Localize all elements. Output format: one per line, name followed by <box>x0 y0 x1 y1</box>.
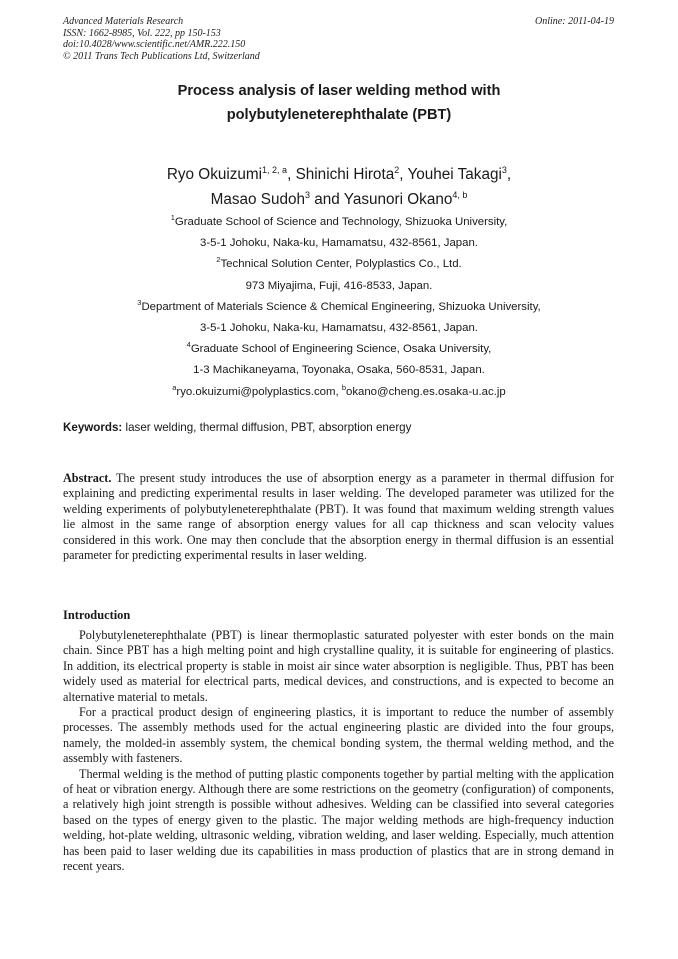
author-separator: , <box>287 166 296 183</box>
email-sup-b: b <box>341 382 346 392</box>
author-affil-sup: 2 <box>394 165 400 175</box>
affiliation-text: Technical Solution Center, Polyplastics Co., Ltd. <box>220 258 462 271</box>
affiliation-line <box>63 360 615 381</box>
journal-issn: ISSN: 1662-8985, Vol. 222, pp 150-153 <box>63 27 221 39</box>
author-name: Ryo Okuizumi <box>166 166 263 183</box>
author-name: Yasunori Okano <box>343 190 453 208</box>
online-date-text: Online: 2011-04-19 <box>535 16 614 27</box>
abstract-text: The present study introduces the use of absorption energy as a parameter in thermal diffusion for explaining and predicting experimental results in laser welding. The developed parameter was utilized for the welding experiments of polybutyleneterephthalate (PBT). It was found that maximum welding strength values lie almost in the same range of absorption energy values for all cap thickness and scan velocity values considered in this work. One may then conclude that the absorption energy in thermal diffusion is an essential parameter for predicting experimental results in laser welding. <box>63 471 614 563</box>
author-separator: , <box>506 166 512 183</box>
title-line-1: Process analysis of laser welding method with <box>177 83 501 99</box>
affiliation-text: Graduate School of Engineering Science, Osaka University, <box>190 343 492 356</box>
affiliation-sup: 1 <box>170 213 175 222</box>
title-line-2: polybutyleneterephthalate (PBT) <box>226 106 452 123</box>
affiliation-line <box>63 233 615 254</box>
affiliation-sup: 2 <box>216 255 221 265</box>
keywords-text: laser welding, thermal diffusion, PBT, absorption energy <box>122 421 412 434</box>
online-date <box>535 16 614 28</box>
affiliation-line <box>63 254 615 275</box>
intro-paragraph: Polybutyleneterephthalate (PBT) is linear thermoplastic saturated polyester with ester bonds on the main chain. Since PBT has a high melting point and high crystalline quality, it is suitable for engineering of plastics. In addition, its electrical property is stable in moist air since water absorption is negligible. Thus, PBT has been widely used as material for electrical parts, medical devices, and constructions, and is expected to become an alternative material to metals. <box>63 628 614 704</box>
email-b[interactable]: okano@cheng.es.osaka-u.ac.jp <box>345 385 506 398</box>
email-line <box>63 382 615 403</box>
author-affil-sup: 4, b <box>452 189 468 200</box>
author-affil-sup: 3 <box>501 165 507 175</box>
email-a[interactable]: ryo.okuizumi@polyplastics.com, <box>176 385 342 398</box>
affiliation-list <box>63 212 615 403</box>
journal-copyright: © 2011 Trans Tech Publications Ltd, Switzerland <box>63 50 260 62</box>
journal-header <box>63 16 260 62</box>
intro-paragraph: Thermal welding is the method of putting plastic components together by partial melting with the application of heat or vibration energy. Although there are some restrictions on the geometry (configuration) of components, a relatively high joint strength is possible without adhesives. Welding can be classified into several categories based on the types of energy given to the plastic. The major welding methods are high-frequency induction welding, hot-plate welding, ultrasonic welding, vibration welding, and laser welding. Especially, much attention has been paid to laser welding due its capabilities in mass production of plastics that are in strong demand in recent years. <box>63 766 614 874</box>
abstract-label: Abstract. <box>63 471 112 485</box>
author-separator: , <box>399 166 408 183</box>
affiliation-text: Department of Materials Science & Chemical Engineering, Shizuoka University, <box>141 300 541 313</box>
author-affil-sup: 1, 2, a <box>262 165 288 175</box>
affiliation-line <box>63 297 615 318</box>
author-name: Shinichi Hirota <box>295 166 395 183</box>
author-name: Youhei Takagi <box>407 166 502 183</box>
affiliation-text: 3-5-1 Johoku, Naka-ku, Hamamatsu, 432-8561, Japan. <box>200 237 478 250</box>
abstract <box>63 471 614 563</box>
affiliation-line <box>63 339 615 360</box>
affiliation-sup: 3 <box>137 297 142 307</box>
email-sup-a: a <box>172 382 177 392</box>
affiliation-text: 1-3 Machikaneyama, Toyonaka, Osaka, 560-8531, Japan. <box>193 364 485 377</box>
keywords-label: Keywords: <box>63 421 123 434</box>
keywords <box>63 420 615 435</box>
paper-title <box>63 80 615 127</box>
author-name: Masao Sudoh <box>210 190 306 208</box>
abstract-paragraph <box>63 471 614 563</box>
author-line-2 <box>63 188 615 213</box>
author-affil-sup: 3 <box>305 189 311 200</box>
affiliation-line <box>63 318 615 339</box>
author-line-1 <box>63 163 615 188</box>
affiliation-text: 973 Miyajima, Fuji, 416-8533, Japan. <box>245 279 433 292</box>
section-heading-introduction: Introduction <box>63 608 131 622</box>
affiliation-sup: 4 <box>186 340 191 350</box>
author-separator: and <box>310 190 344 208</box>
journal-doi: doi:10.4028/www.scientific.net/AMR.222.150 <box>63 39 246 50</box>
affiliation-line <box>63 212 615 233</box>
introduction-body <box>63 628 614 875</box>
affiliation-line <box>63 276 615 297</box>
intro-paragraph: For a practical product design of engineering plastics, it is important to reduce the number of assembly processes. The assembly methods used for the actual engineering plastic are divided into the four groups, namely, the molded-in assembly system, the chemical bonding system, the thermal welding method, and the assembly with fasteners. <box>63 705 614 766</box>
affiliation-text: 3-5-1 Johoku, Naka-ku, Hamamatsu, 432-8561, Japan. <box>200 322 478 335</box>
journal-name: Advanced Materials Research <box>63 16 184 27</box>
affiliation-text: Graduate School of Science and Technology, Shizuoka University, <box>174 216 508 228</box>
author-list <box>63 163 615 212</box>
